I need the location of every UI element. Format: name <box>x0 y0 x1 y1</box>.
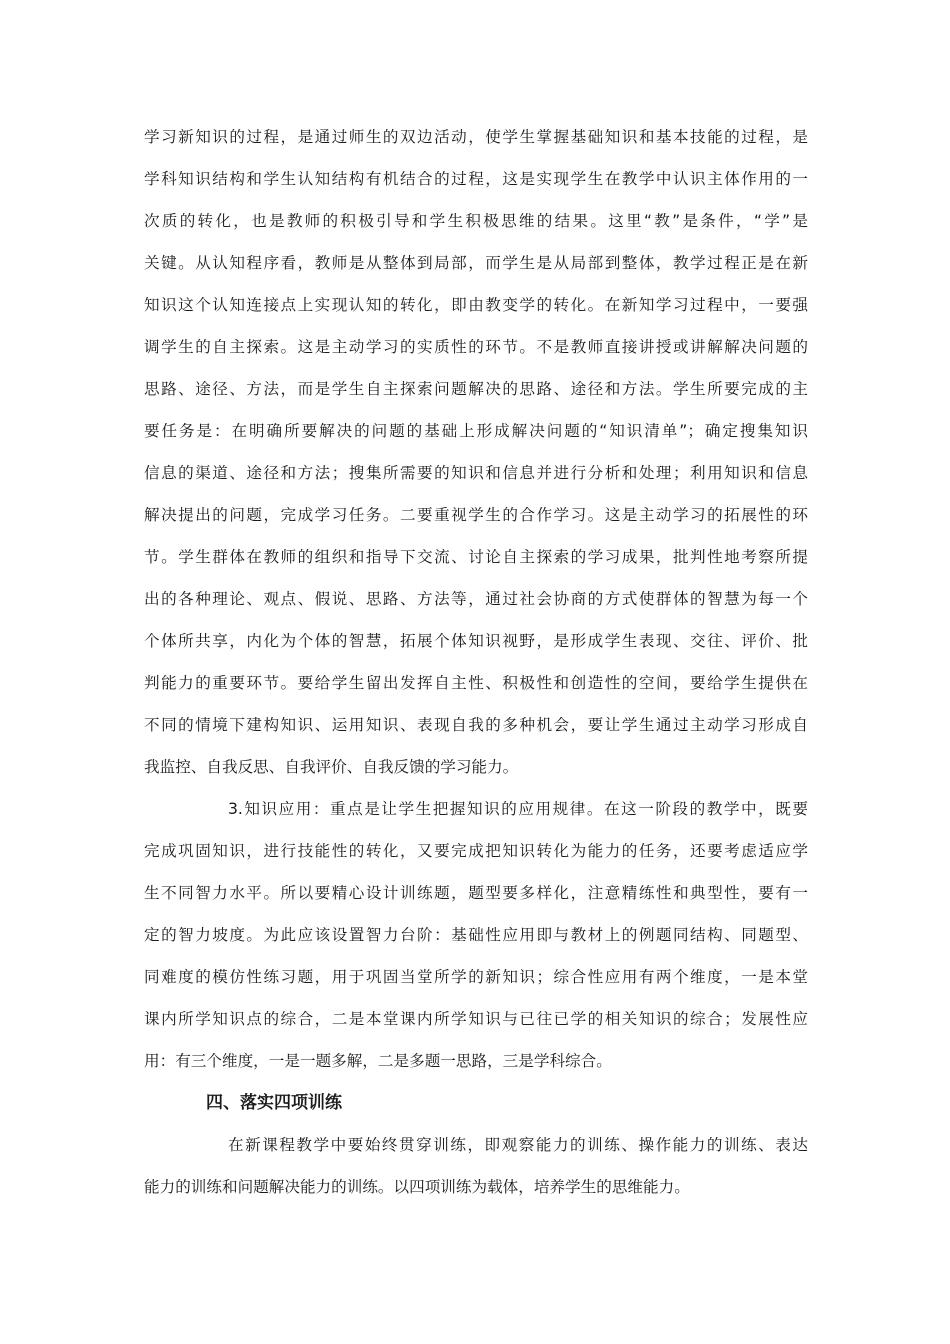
paragraph-line: 出的各种理论、观点、假说、思路、方法等，通过社会协商的方式使群体的智慧为每一个 <box>144 590 808 608</box>
paragraph-line: 次质的转化，也是教师的积极引导和学生积极思维的结果。这里“教”是条件，“学”是 <box>144 212 808 230</box>
paragraph-line: 信息的渠道、途径和方法；搜集所需要的知识和信息并进行分析和处理；利用知识和信息 <box>144 464 808 482</box>
paragraph-first-line: 3.知识应用：重点是让学生把握知识的应用规律。在这一阶段的教学中，既要 <box>228 800 808 818</box>
section-heading: 四、落实四项训练 <box>206 1093 342 1113</box>
paragraph-line: 节。学生群体在教师的组织和指导下交流、讨论自主探索的学习成果，批判性地考察所提 <box>144 548 808 566</box>
paragraph-line: 完成巩固知识，进行技能性的转化，又要完成把知识转化为能力的任务，还要考虑适应学 <box>144 842 808 860</box>
paragraph-line: 判能力的重要环节。要给学生留出发挥自主性、积极性和创造性的空间，要给学生提供在 <box>144 674 808 692</box>
paragraph-line: 定的智力坡度。为此应该设置智力台阶：基础性应用即与教材上的例题同结构、同题型、 <box>144 926 808 944</box>
paragraph-line: 关键。从认知程序看，教师是从整体到局部，而学生是从局部到整体，教学过程正是在新 <box>144 254 808 272</box>
paragraph-line: 思路、途径、方法，而是学生自主探索问题解决的思路、途径和方法。学生所要完成的主 <box>144 380 808 398</box>
paragraph-line: 要任务是：在明确所要解决的问题的基础上形成解决问题的“知识清单”；确定搜集知识 <box>144 422 808 440</box>
paragraph-line: 调学生的自主探索。这是主动学习的实质性的环节。不是教师直接讲授或讲解解决问题的 <box>144 338 808 356</box>
paragraph-line: 知识这个认知连接点上实现认知的转化，即由教变学的转化。在新知学习过程中，一要强 <box>144 296 808 314</box>
paragraph-line: 能力的训练和问题解决能力的训练。以四项训练为载体，培养学生的思维能力。 <box>144 1178 690 1196</box>
paragraph-line: 个体所共享，内化为个体的智慧，拓展个体知识视野，是形成学生表现、交往、评价、批 <box>144 632 808 650</box>
paragraph-line: 学习新知识的过程，是通过师生的双边活动，使学生掌握基础知识和基本技能的过程，是 <box>144 128 808 146</box>
paragraph-line: 生不同智力水平。所以要精心设计训练题，题型要多样化，注意精练性和典型性，要有一 <box>144 884 808 902</box>
paragraph-line: 同难度的模仿性练习题，用于巩固当堂所学的新知识；综合性应用有两个维度，一是本堂 <box>144 968 808 986</box>
paragraph-line: 学科知识结构和学生认知结构有机结合的过程，这是实现学生在教学中认识主体作用的一 <box>144 170 808 188</box>
paragraph-line: 我监控、自我反思、自我评价、自我反馈的学习能力。 <box>144 758 519 776</box>
paragraph-first-line: 在新课程教学中要始终贯穿训练，即观察能力的训练、操作能力的训练、表达 <box>228 1136 808 1154</box>
paragraph-line: 课内所学知识点的综合，二是本堂课内所学知识与已往已学的相关知识的综合；发展性应 <box>144 1010 808 1028</box>
paragraph-line: 用：有三个维度，一是一题多解，二是多题一思路，三是学科综合。 <box>144 1052 612 1070</box>
paragraph-line: 解决提出的问题，完成学习任务。二要重视学生的合作学习。这是主动学习的拓展性的环 <box>144 506 808 524</box>
paragraph-line: 不同的情境下建构知识、运用知识、表现自我的多种机会，要让学生通过主动学习形成自 <box>144 716 808 734</box>
